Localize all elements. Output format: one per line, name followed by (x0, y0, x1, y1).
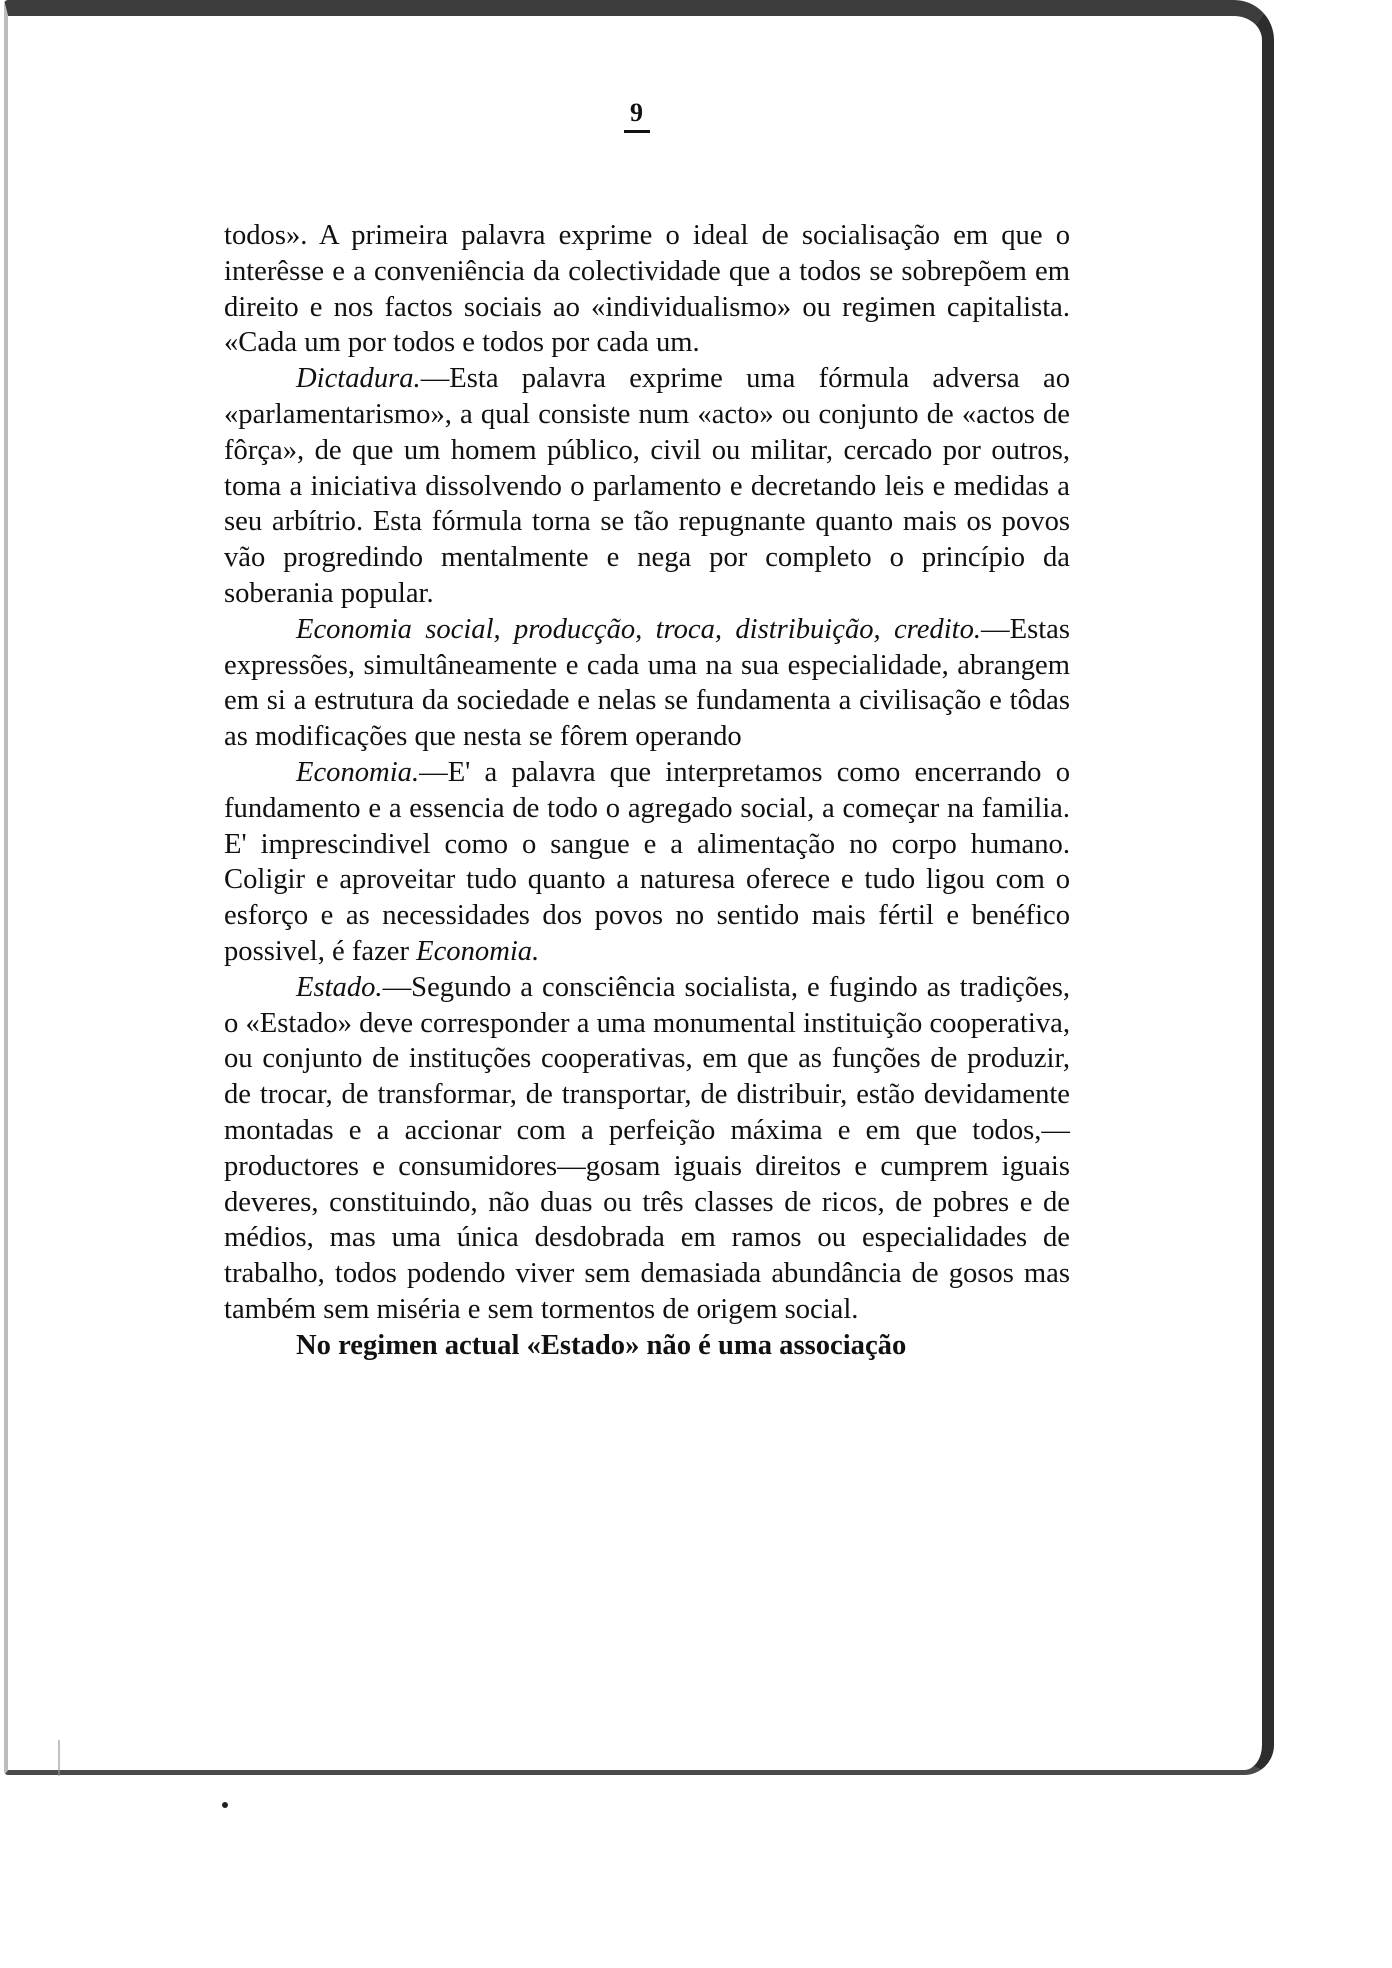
body-text (224, 218, 1070, 1364)
paragraph-economia (224, 755, 1070, 970)
paragraph-text: todos». A primeira palavra exprime o ideal de socialisação em que o interêsse e a conveniência da colectividade que a todos se sobrepõem em direito e nos factos sociais ao «individualismo» ou regimen capitalista. «Cada um por todos e todos por cada um. (224, 220, 1070, 359)
emphasis-economia: Economia. (416, 935, 540, 967)
paragraph-text: —E' a palavra que interpretamos como encerrando o fundamento e a essencia de todo o agregado social, a começar na familia. E' imprescindivel como o sangue e a alimentação no corpo humano. Coligir e aproveitar tudo quanto a naturesa oferece e tudo ligou com o esforço e as necessidades dos povos no sentido mais fértil e benéfico possivel, é fazer (224, 756, 1070, 967)
paragraph-text: —Esta palavra exprime uma fórmula adversa ao «parlamentarismo», a qual consiste num «acto» ou conjunto de «actos de fôrça», de que um homem público, civil ou militar, cercado por outros, toma a iniciativa dissolvendo o parlamento e decretando leis e medidas a seu arbítrio. Esta fórmula torna se tão repugnante quanto mais os povos vão progredindo mentalmente e nega por completo o princípio da soberania popular. (224, 363, 1070, 609)
ink-speck (222, 1802, 228, 1808)
paragraph-regimen-actual (224, 1328, 1070, 1364)
entry-heading-economia-social: Economia social, producção, troca, distribuição, credito. (296, 613, 982, 645)
scanned-page (4, 0, 1274, 1775)
paragraph-text: —Segundo a consciência socialista, e fugindo as tradições, o «Estado» deve corresponder a uma monumental instituição cooperativa, ou conjunto de instituções cooperativas, em que as funções de produzir, de trocar, de transformar, de transportar, de distribuir, estão devidamente montadas e a accionar com a perfeição máxima e em que todos,—productores e consumidores—gosam iguais direitos e cumprem iguais deveres, constituindo, não duas ou três classes de ricos, de pobres e de médios, mas uma única desdobrada em ramos ou especialidades de trabalho, todos podendo viver sem demasiada abundância de gosos mas também sem miséria e sem tormentos de origem social. (224, 971, 1070, 1325)
paragraph-dictadura (224, 361, 1070, 612)
paragraph-estado (224, 970, 1070, 1328)
paragraph-text: —Estas expressões, simultâneamente e cada uma na sua especialidade, abrangem em si a estrutura da sociedade e nelas se fundamenta a civilisação e tôdas as modificações que nesta se fôrem operando (224, 613, 1070, 753)
page-number (8, 98, 1262, 133)
entry-heading-economia: Economia. (296, 756, 420, 788)
page-number-text: 9 (624, 98, 650, 133)
paragraph-economia-social (224, 612, 1070, 755)
entry-heading-estado: Estado. (296, 971, 383, 1003)
margin-mark (58, 1740, 74, 1776)
paragraph-todos (224, 218, 1070, 361)
entry-heading-dictadura: Dictadura. (296, 363, 421, 395)
paragraph-lead: No regimen actual «Estado» não é uma associação (296, 1329, 907, 1361)
